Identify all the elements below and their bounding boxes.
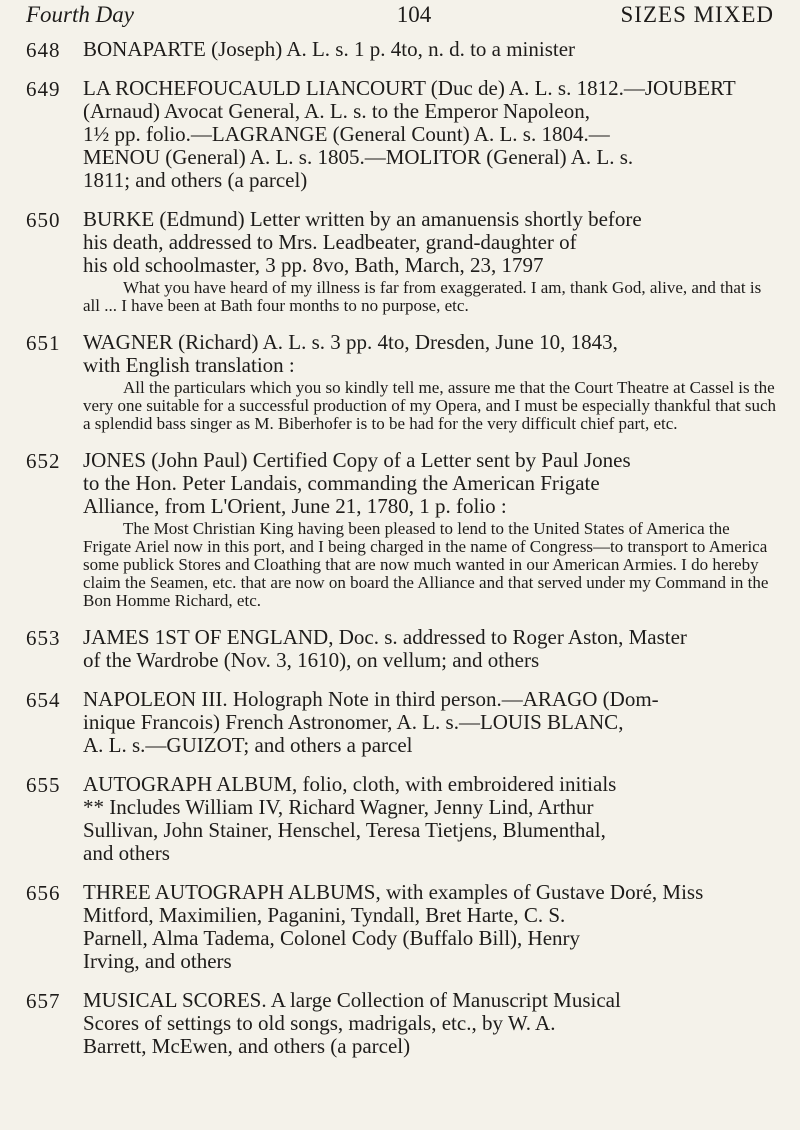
lot-line: WAGNER (Richard) A. L. s. 3 pp. 4to, Dresden, June 10, 1843, xyxy=(83,330,618,354)
lot-line: (Arnaud) Avocat General, A. L. s. to the Emperor Napoleon, xyxy=(83,99,590,123)
lot-quote: The Most Christian King having been pleased to lend to the United States of America the Frigate Ariel now in this port, and I being charged in the name of Congress—to transport to America some publick Stores and Cloathing that are now much wanted in our American Armies. I do hereby claim the Seamen, etc. that are now on board the Alliance and that served under my Command in the Bon Homme Richard, etc. xyxy=(83,519,769,610)
lot-line: MENOU (General) A. L. s. 1805.—MOLITOR (General) A. L. s. xyxy=(83,145,634,169)
lot-description xyxy=(83,77,782,192)
lot-number: 656 xyxy=(26,881,61,905)
lot-number: 654 xyxy=(26,688,61,712)
lot-number: 655 xyxy=(26,773,61,797)
lot-quote: All the particulars which you so kindly tell me, assure me that the Court Theatre at Cassel is the very one suitable for a successful production of my Opera, and I must be especially thankful that such a splendid bass singer as M. Biberhofer is to be had for the very difficult chief part, etc. xyxy=(83,378,777,433)
lot-line: THREE AUTOGRAPH ALBUMS, with examples of Gustave Doré, Miss xyxy=(83,880,704,904)
lot-line: his death, addressed to Mrs. Leadbeater, grand-daughter of xyxy=(83,230,577,254)
lot-number: 648 xyxy=(26,38,61,62)
lot-line: JONES (John Paul) Certified Copy of a Letter sent by Paul Jones xyxy=(83,448,631,472)
lot-line: 1811; and others (a parcel) xyxy=(83,168,308,192)
header-day: Fourth Day xyxy=(26,2,134,27)
lot-number: 652 xyxy=(26,449,61,473)
lot-description xyxy=(83,989,782,1058)
lot-line: his old schoolmaster, 3 pp. 8vo, Bath, March, 23, 1797 xyxy=(83,253,544,277)
header-section: SIZES MIXED xyxy=(620,2,774,27)
lot-line: MUSICAL SCORES. A large Collection of Manuscript Musical xyxy=(83,988,621,1012)
lot-line: Alliance, from L'Orient, June 21, 1780, 1 p. folio : xyxy=(83,494,507,518)
lot-line: Irving, and others xyxy=(83,949,232,973)
page-number: 104 xyxy=(396,2,432,27)
lot-description xyxy=(83,449,782,610)
lot-description xyxy=(83,626,782,672)
lot-line: of the Wardrobe (Nov. 3, 1610), on vellum; and others xyxy=(83,648,540,672)
lot-line: inique Francois) French Astronomer, A. L. s.—LOUIS BLANC, xyxy=(83,710,624,734)
lot-line: BONAPARTE (Joseph) A. L. s. 1 p. 4to, n. d. to a minister xyxy=(83,37,576,61)
lot-line: LA ROCHEFOUCAULD LIANCOURT (Duc de) A. L. s. 1812.—JOUBERT xyxy=(83,76,736,100)
lot-description xyxy=(83,331,782,433)
lot-description xyxy=(83,773,782,865)
lot-number: 653 xyxy=(26,626,61,650)
lot-line: Scores of settings to old songs, madrigals, etc., by W. A. xyxy=(83,1011,556,1035)
lot-line: and others xyxy=(83,841,170,865)
lot-line: NAPOLEON III. Holograph Note in third person.—ARAGO (Dom- xyxy=(83,687,659,711)
lot-line: JAMES 1ST OF ENGLAND, Doc. s. addressed to Roger Aston, Master xyxy=(83,625,687,649)
lot-number: 651 xyxy=(26,331,61,355)
lot-line: ** Includes William IV, Richard Wagner, Jenny Lind, Arthur xyxy=(83,795,594,819)
lot-line: with English translation : xyxy=(83,353,295,377)
lot-line: Sullivan, John Stainer, Henschel, Teresa Tietjens, Blumenthal, xyxy=(83,818,606,842)
lot-number: 649 xyxy=(26,77,61,101)
lot-description xyxy=(83,688,782,757)
lot-number: 650 xyxy=(26,208,61,232)
lot-description xyxy=(83,881,782,973)
lot-line: to the Hon. Peter Landais, commanding the American Frigate xyxy=(83,471,600,495)
lot-line: A. L. s.—GUIZOT; and others a parcel xyxy=(83,733,413,757)
lot-line: BURKE (Edmund) Letter written by an amanuensis shortly before xyxy=(83,207,642,231)
lot-description xyxy=(83,208,782,315)
lot-line: Parnell, Alma Tadema, Colonel Cody (Buffalo Bill), Henry xyxy=(83,926,581,950)
lot-description xyxy=(83,38,782,61)
lot-number: 657 xyxy=(26,989,61,1013)
lot-line: AUTOGRAPH ALBUM, folio, cloth, with embroidered initials xyxy=(83,772,617,796)
page-header xyxy=(26,2,774,34)
lot-line: Barrett, McEwen, and others (a parcel) xyxy=(83,1034,411,1058)
lot-line: 1½ pp. folio.—LAGRANGE (General Count) A. L. s. 1804.— xyxy=(83,122,610,146)
lot-quote: What you have heard of my illness is far from exaggerated. I am, thank God, alive, and that is all ... I have been at Bath four months to no purpose, etc. xyxy=(83,278,762,315)
lot-line: Mitford, Maximilien, Paganini, Tyndall, Bret Harte, C. S. xyxy=(83,903,566,927)
